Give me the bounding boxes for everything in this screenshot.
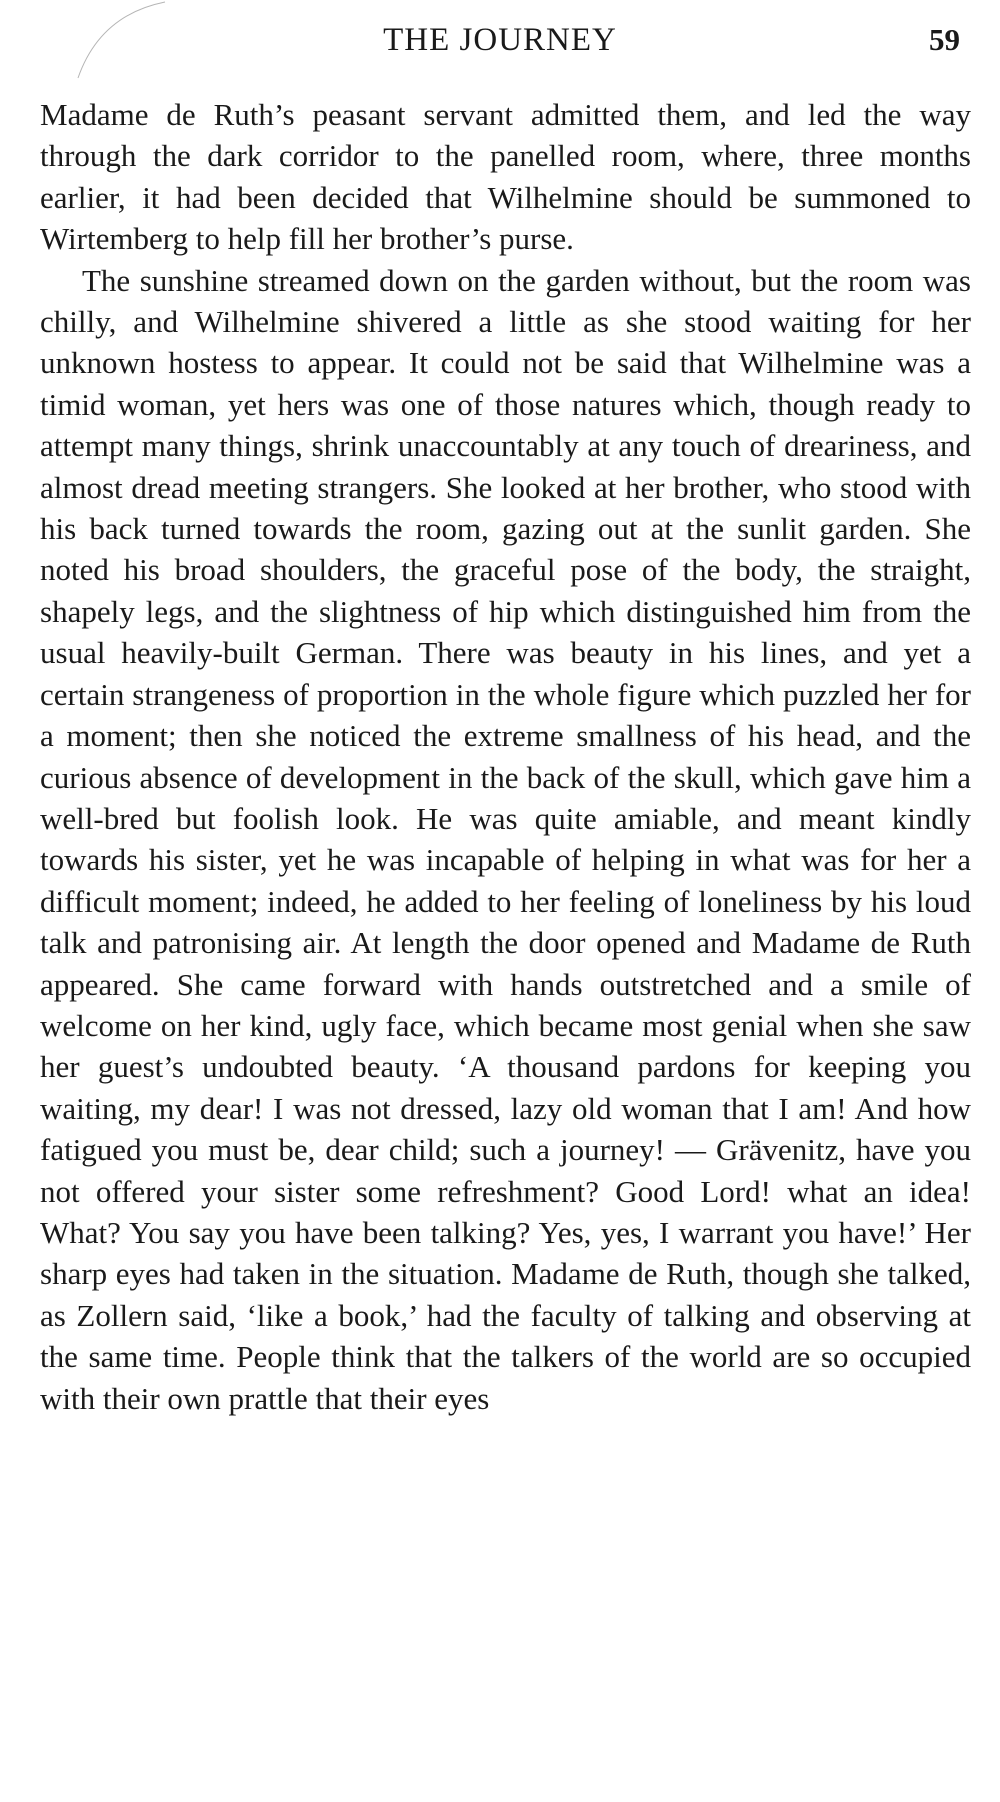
paragraph: The sunshine streamed down on the garden without, but the room was chilly, and Wilhelmine shivered a little as she stood waiting for her unknown hostess to appear. It could not be said that Wilhelmine was a timid woman, yet hers was one of those natures which, though ready to attempt many things, shrink unaccountably at any touch of dreariness, and almost dread meeting strangers. She looked at her brother, who stood with his back turned towards the room, gazing out at the sunlit garden. She noted his broad shoulders, the graceful pose of the body, the straight, shapely legs, and the slightness of hip which distinguished him from the usual heavily-built German. There was beauty in his lines, and yet a certain strangeness of proportion in the whole figure which puzzled her for a moment; then she noticed the extreme smallness of his head, and the curious absence of development in the back of the skull, which gave him a well-bred but foolish look. He was quite amiable, and meant kindly towards his sister, yet he was incapable of helping in what was for her a difficult moment; indeed, he added to her feeling of loneliness by his loud talk and patronising air. At length the door opened and Madame de Ruth appeared. She came forward with hands outstretched and a smile of welcome on her kind, ugly face, which became most genial when she saw her guest’s undoubted beauty. ‘A thousand pardons for keeping you waiting, my dear! I was not dressed, lazy old woman that I am! And how fatigued you must be, dear child; such a journey! — Grävenitz, have you not offered your sister some refreshment? Good Lord! what an idea! What? You say you have been talking? Yes, yes, I warrant you have!’ Her sharp eyes had taken in the situation. Madame de Ruth, though she talked, as Zollern said, ‘like a book,’ had the faculty of talking and observing at the same time. People think that the talkers of the world are so occupied with their own prattle that their eyes [40, 262, 971, 1416]
body-text [40, 94, 971, 1419]
page-number: 59 [929, 22, 960, 57]
running-header [40, 18, 960, 62]
paragraph: Madame de Ruth’s peasant servant admitted them, and led the way through the dark corridor to the panelled room, where, three months earlier, it had been decided that Wilhelmine should be summoned to Wirtemberg to help fill her brother’s purse. [40, 97, 971, 257]
running-title: THE JOURNEY [383, 22, 617, 58]
